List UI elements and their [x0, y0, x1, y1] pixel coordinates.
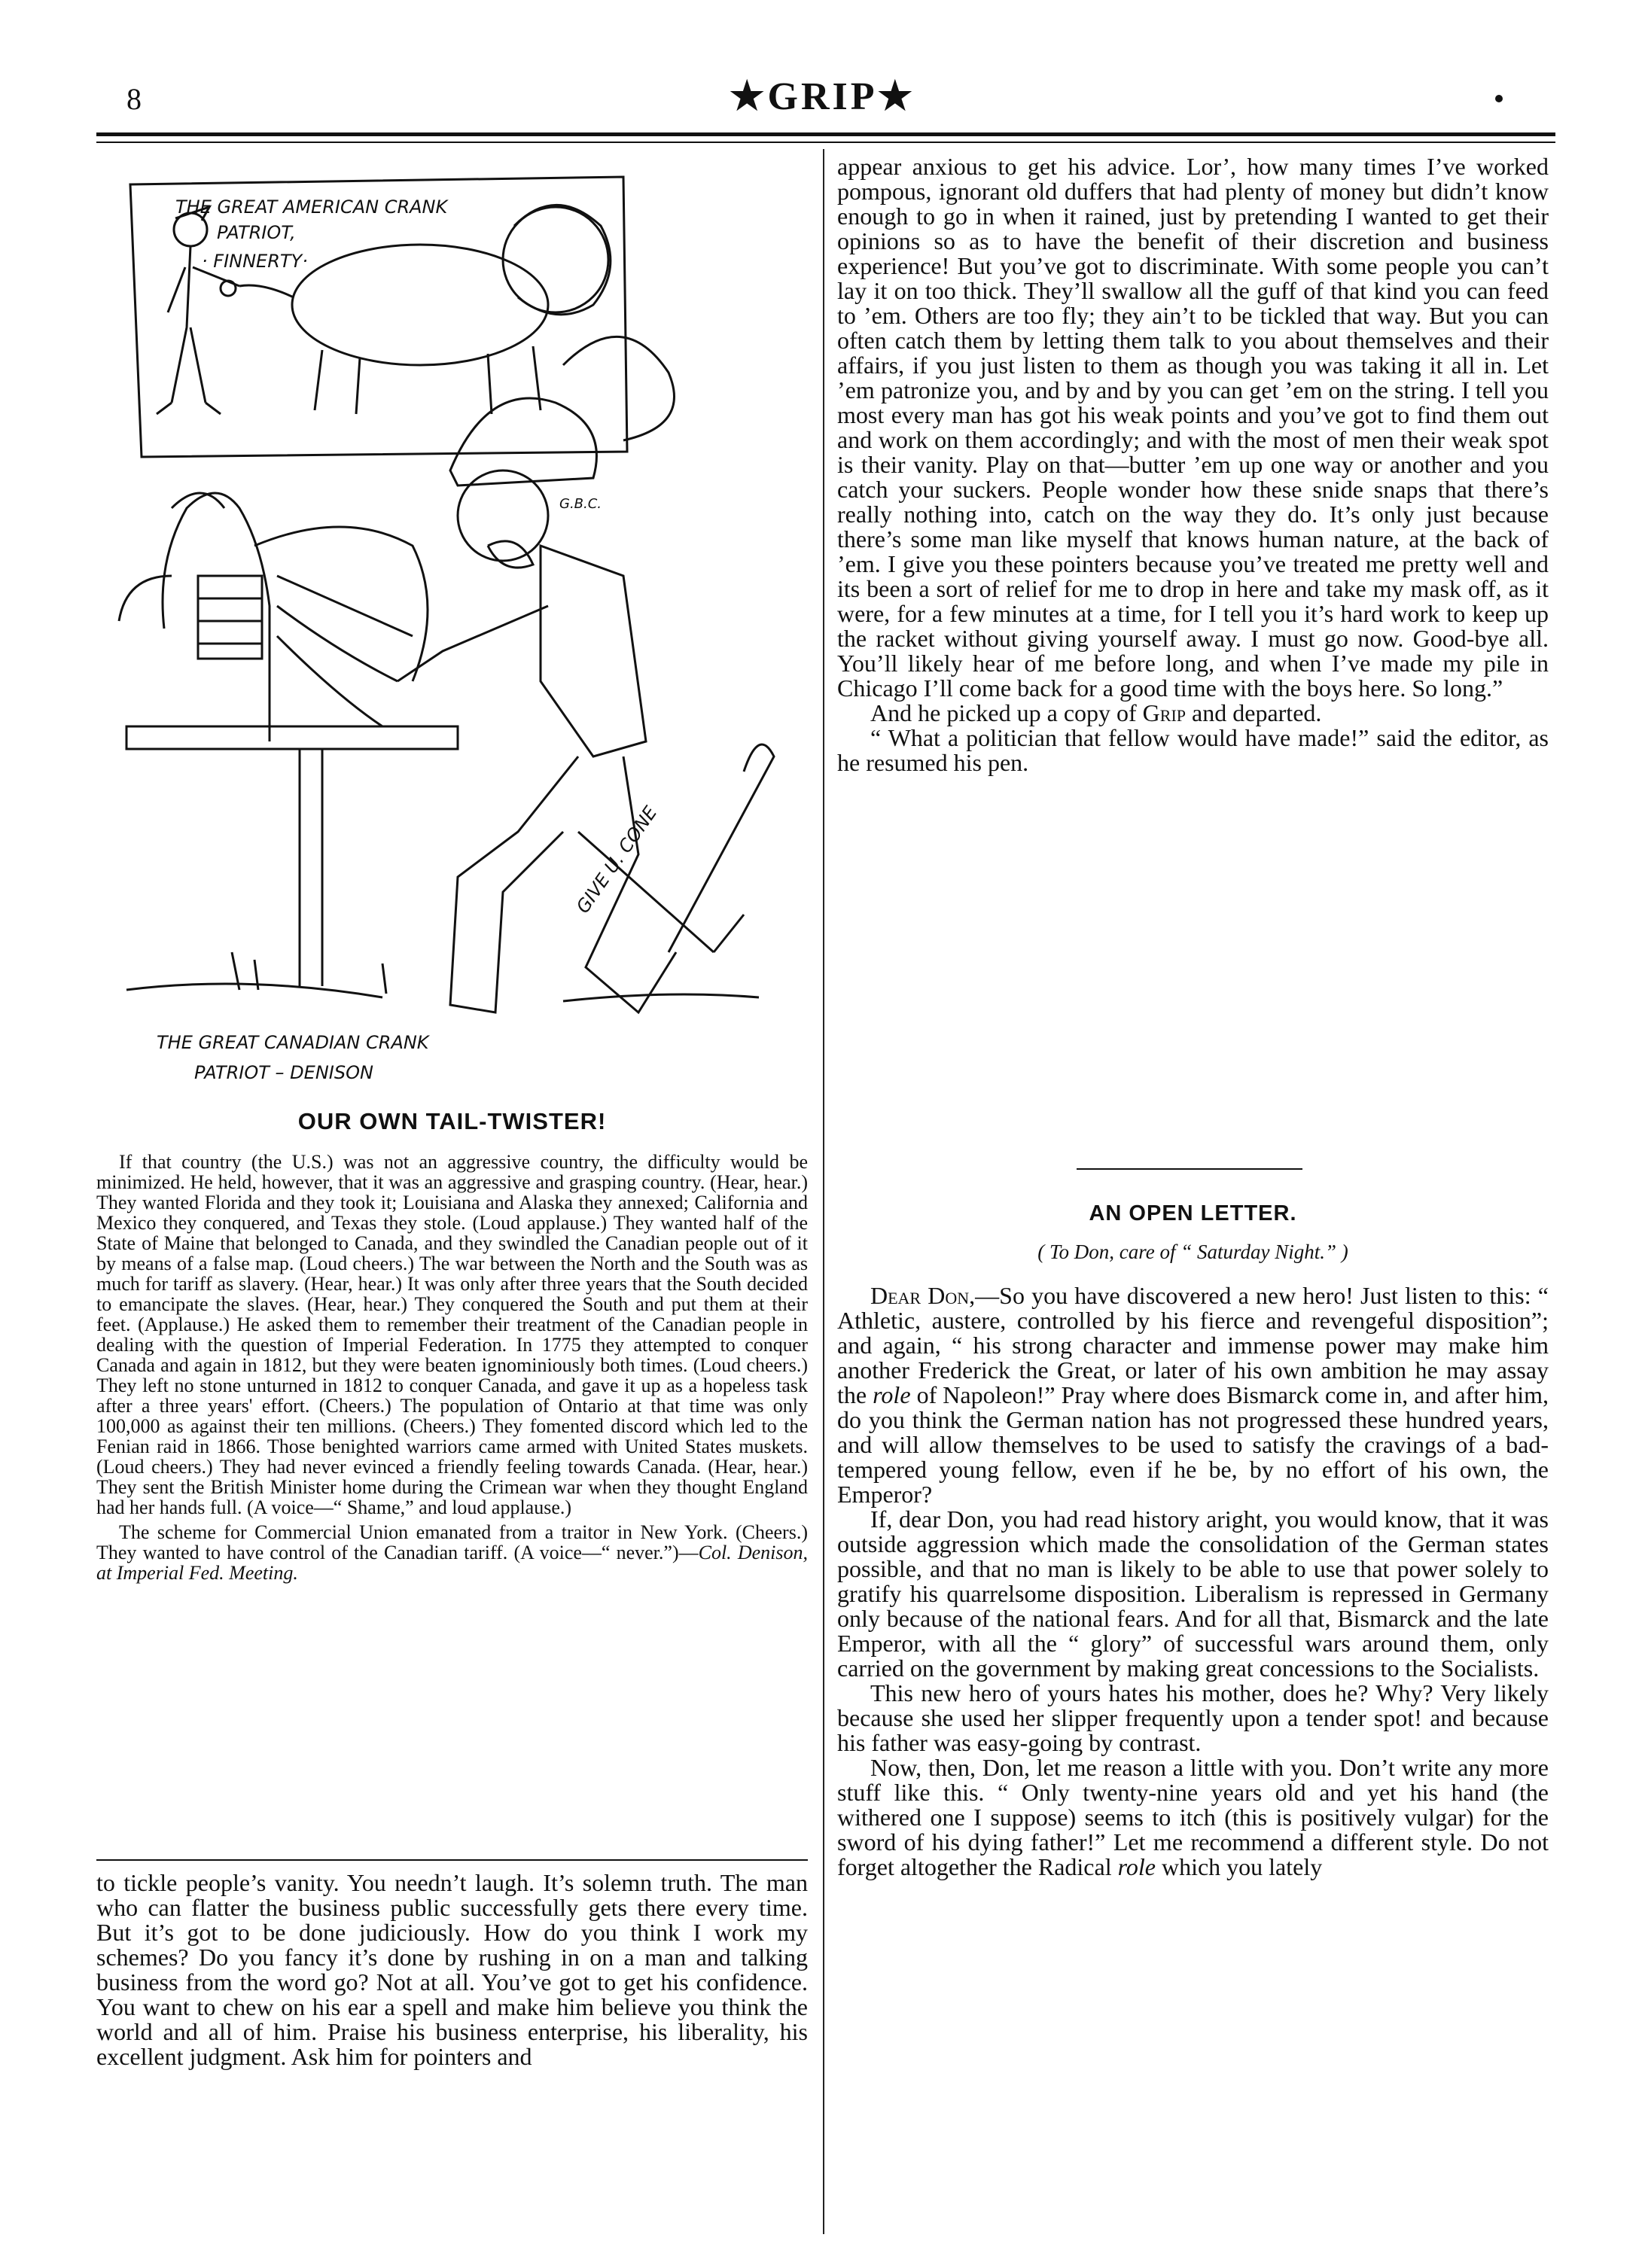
header-rule-thin — [96, 142, 1555, 143]
right-column-story — [837, 154, 1549, 775]
picture-frame — [130, 177, 627, 457]
tail-twister-body — [96, 1152, 808, 1583]
right-p2-before: And he picked up a copy of — [870, 699, 1143, 726]
bottom-caption-line2: PATRIOT – DENISON — [194, 1062, 373, 1083]
p4-before: Now, then, Don, let me reason a little with you. Don’t write any more stuff like this. “ Only twenty-nine years old and yet his hand (the withered one I suppose) seems to itch (this is positively vulgar) for the sword of his dying father!” Let me recommend a different style. Do not forget altogether the Radical — [837, 1754, 1549, 1880]
open-letter-title: AN OPEN LETTER. — [1089, 1201, 1297, 1225]
tail-twister-attribution: Col. Denison, at Imperial Fed. Meeting. — [96, 1542, 808, 1584]
frame-caption-line1: THE GREAT AMERICAN CRANK — [175, 196, 448, 218]
header-rule-thick — [96, 132, 1555, 136]
corner-dot — [1495, 95, 1503, 102]
tail-twister-paragraph-1: If that country (the U.S.) was not an aggressive country, the difficulty would be minimized. He held, however, that it was an aggressive and grasping country. (Hear, hear.) They wanted Florida and they took it; Louisiana and Alaska they annexed; California and Mexico they conquered, and Texas they stole. (Loud applause.) They wanted half of the State of Maine that belonged to Canada, and they swindled the Canadian people out of it by means of a false map. (Loud cheers.) The war between the North and the South was as much for tariff as slavery. (Hear, hear.) It was only after three years that the South decided to emancipate the slaves. (Hear, hear.) They conquered the South and put them at their feet. (Applause.) He asked them to remember their treatment of the Canadian people in dealing with the question of Imperial Federation. In 1775 they attempted to conquer Canada and again in 1812, but they were beaten ignominiously both times. (Loud cheers.) They left no stone unturned in 1812 to conquer Canada, and gave it up as a hopeless task after a three years' effort. (Cheers.) The population of Ontario at that time was only 100,000 as against their ten millions. (Cheers.) They fomented discord which led to the Fenian raid in 1866. Those benighted warriors came armed with United States muskets. (Loud cheers.) They had never evinced a friendly feeling towards Canada. (Hear, hear.) They sent the British Minister home during the Crimean war when they thought England had her hands full. (A voice—“ Shame,” and loud applause.) — [96, 1151, 808, 1518]
p4-after: which you lately — [1155, 1853, 1323, 1880]
page-number: 8 — [126, 82, 142, 116]
section-separator-rule — [1077, 1168, 1302, 1170]
helmet-text: G.B.C. — [559, 496, 602, 512]
p1-text: —So you have discovered a new hero! Just listen to this: “ Athletic, austere, controlled by his fierce and revengeful disposition”; and again, “ his strong character and immense power may make him another Frederick the Great, or later of his own ambition he may assay the — [837, 1282, 1549, 1408]
bottom-caption-line1: THE GREAT CANADIAN CRANK — [157, 1032, 429, 1053]
right-paragraph-1: appear anxious to get his advice. Lor’, how many times I’ve worked pompous, ignorant old duffers that had plenty of money but didn’t know enough to go in when it rained, just by pretending I wanted to get their opinions so as to have the benefit of their discretion and business experience! But you’ve got to discriminate. With some people you can’t lay it on too thick. They’ll swallow all the guff of that kind you can feed to ’em. Others are too fly; they ain’t to be tickled that way. But you can often catch them by letting them talk to you about themselves and their affairs, if you just listen to them as though you was taking it all in. Let ’em patronize you, and by and by you can get ’em on the string. I tell you most every man has got his weak points and you’ve got to find them out and work on them accordingly; and with the most of men their weak spot is their vanity. Play on that—butter ’em up one way or another and you catch your suckers. People wonder how these snide snaps that there’s really nothing into, catch on the way they do. It’s only just because there’s some man like myself that knows human nature, at the back of ’em. I give you these pointers because you’ve treated me pretty well and its been a sort of relief for me to drop in here and take my mask off, as it were, for a few minutes at a time, for I tell you it’s hard work to keep up the racket without giving yourself away. I must go now. Good-bye all. You’ll likely hear of me before long, and when I’ve made my pile in Chicago I’ll come back for a good time with the boys here. So long.” — [837, 153, 1549, 702]
tail-twister-paragraph-2 — [96, 1522, 808, 1583]
open-letter-paragraph-2: If, dear Don, you had read history aright, you would know, that it was outside aggression which made the consolidation of the German states possible, and that no man is likely to be able to use that power solely to gratify his quarrelsome disposition. Liberalism is repressed in Germany only because of the national fears. And for all that, Bismarck and the late Emperor, with all the “ glory” of successful wars around them, only carried on the government by making great concessions to the Socialists. — [837, 1505, 1549, 1682]
p4-role: role — [1117, 1853, 1156, 1880]
right-paragraph-3: “ What a politician that fellow would have made!” said the editor, as he resumed his pen. — [837, 724, 1549, 776]
column-divider — [823, 149, 824, 2234]
left-bottom-paragraph: to tickle people’s vanity. You needn’t laugh. It’s solemn truth. The man who can flatter the business public successfully gets there every time. But it’s got to be done judiciously. How do you think I work my schemes? Do you fancy it’s done by rushing in on a man and talking business from the word go? Not at all. You’ve got to get his confidence. You want to chew on his ear a spell and make him believe you think the world and all of him. Praise his business enterprise, his liberality, his excellent judgment. Ask him for pointers and — [96, 1869, 808, 2070]
helmet — [450, 398, 596, 486]
open-letter-subtitle: ( To Don, care of “ Saturday Night.” ) — [1037, 1241, 1348, 1263]
grip-reference: Grip — [1142, 699, 1187, 726]
open-letter-body — [837, 1283, 1549, 1880]
salutation: Dear Don, — [870, 1282, 976, 1309]
article-title-tail-twister: OUR OWN TAIL-TWISTER! — [297, 1108, 607, 1134]
open-letter-paragraph-4 — [837, 1755, 1549, 1880]
frame-caption-line3: · FINNERTY· — [202, 251, 308, 272]
tail-twister-p2-text: The scheme for Commercial Union emanated from a traitor in New York. (Cheers.) They wanted to have control of the Canadian tariff. (A voice—“ never.”)— — [96, 1521, 808, 1563]
tail-twister-rule — [96, 1859, 808, 1861]
cartoon-svg — [96, 154, 808, 1095]
open-letter-paragraph-1 — [837, 1283, 1549, 1507]
frame-caption-line2: PATRIOT, — [217, 222, 296, 243]
right-p2-after: and departed. — [1186, 699, 1322, 726]
open-letter-paragraph-3: This new hero of yours hates his mother, does he? Why? Very likely because she used her slipper frequently upon a tender spot! and because his father was easy-going by contrast. — [837, 1679, 1549, 1756]
sword-text: GIVE U. CONE — [571, 802, 662, 918]
right-paragraph-2 — [837, 701, 1549, 726]
p1-rest: of Napoleon!” Pray where does Bismarck come in, and after him, do you think the German nation has not progressed these hundred years, and will allow themselves to be used to satisfy the cravings of a bad-tempered young fellow, even if he be, by no effort of his own, the Emperor? — [837, 1381, 1549, 1508]
cartoon-illustration — [96, 154, 808, 1095]
masthead: ★GRIP★ — [729, 75, 916, 118]
p1-role: role — [873, 1381, 911, 1408]
left-column-continued — [96, 1871, 808, 2069]
